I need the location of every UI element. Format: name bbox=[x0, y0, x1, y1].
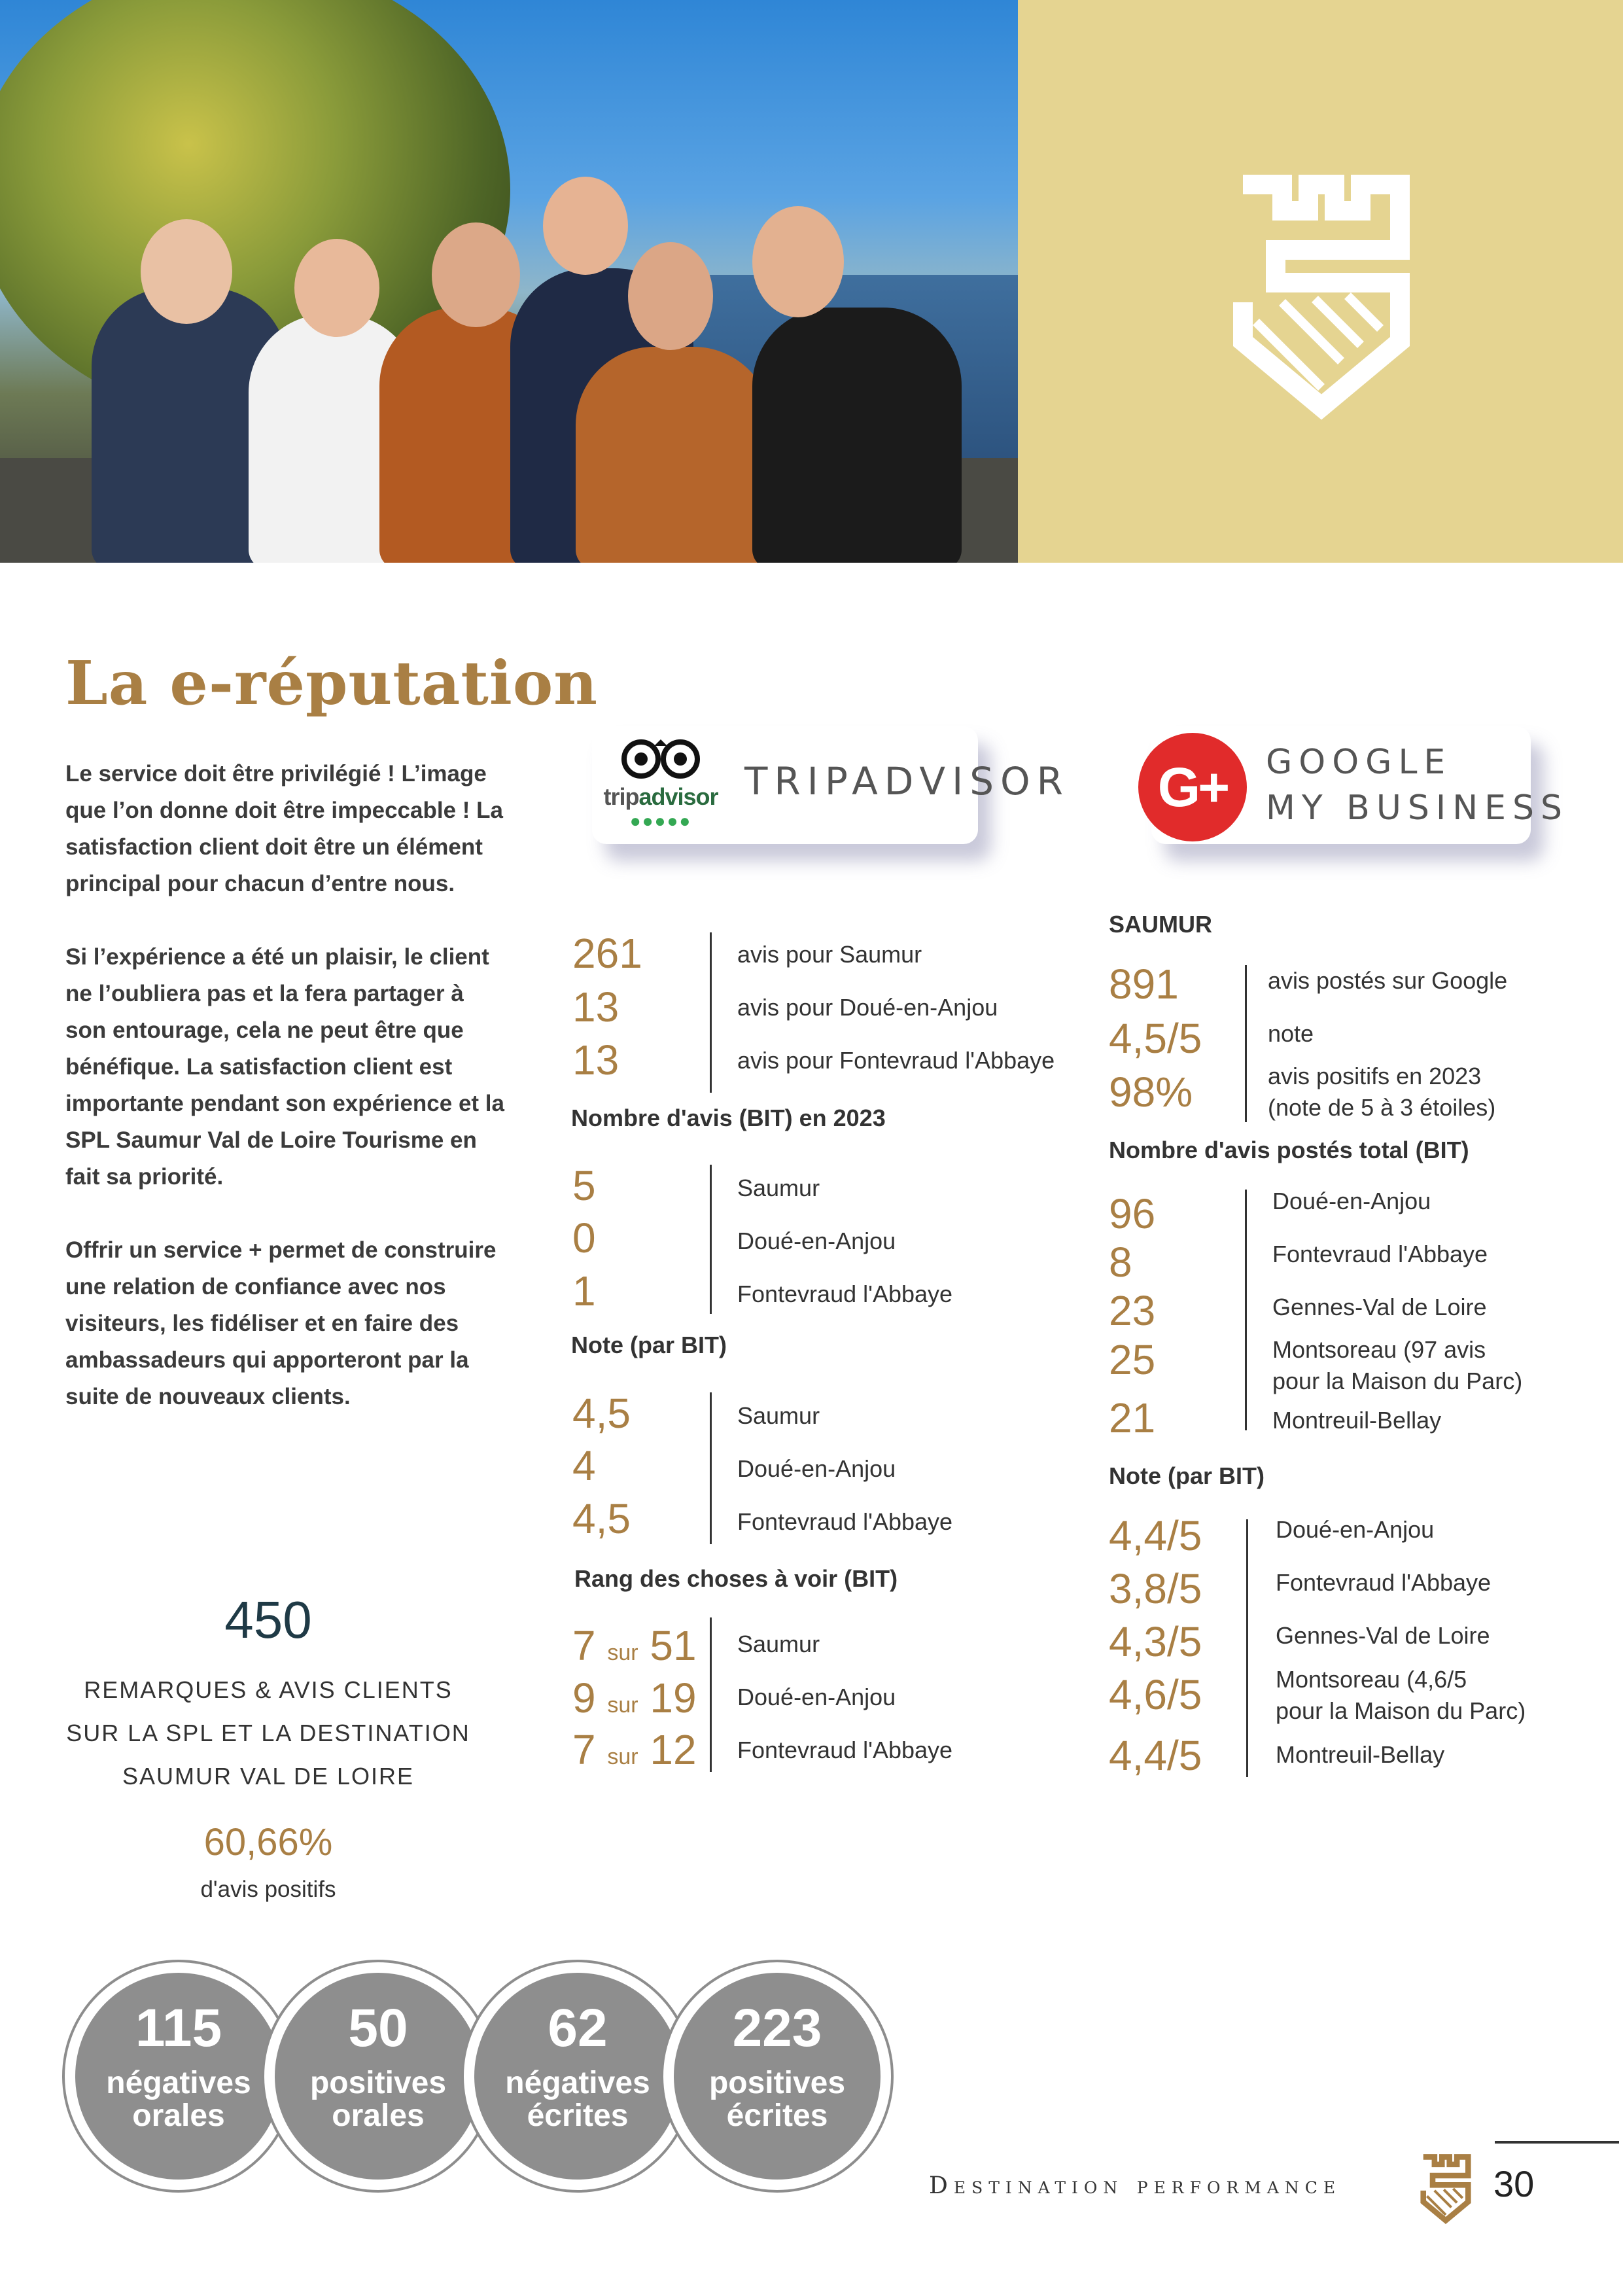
intro-paragraph-1: Le service doit être privilégié ! L’image que l’on donne doit être impeccable ! La satisfaction client doit être un élément principal pour chacun d’entre nous. bbox=[65, 761, 503, 896]
google-label-line1: GOOGLE bbox=[1266, 743, 1452, 782]
ta-ratings-doue-num: 0 bbox=[572, 1214, 596, 1262]
ta-ratings-fontevraud-num: 1 bbox=[572, 1267, 596, 1315]
castle-shield-icon bbox=[1230, 171, 1413, 420]
google-saumur-count-num: 891 bbox=[1109, 961, 1179, 1008]
page-number: 30 bbox=[1493, 2163, 1535, 2204]
ta-notes-saumur-label: Saumur bbox=[737, 1402, 820, 1429]
ta-notes-saumur-num: 4,5 bbox=[572, 1390, 631, 1437]
stat-circle-positive-written: 223 positives écrites bbox=[661, 1960, 894, 2193]
ta-rank-doue: 9 sur 19 bbox=[572, 1674, 697, 1722]
google-saumur-note-label: note bbox=[1268, 1020, 1314, 1047]
positive-percentage-label: d'avis positifs bbox=[200, 1877, 336, 1902]
google-total-montreuil-label: Montreuil-Bellay bbox=[1272, 1407, 1442, 1434]
ta-reviews-saumur-num: 261 bbox=[572, 930, 642, 977]
total-reviews: 450 bbox=[224, 1591, 312, 1649]
google-total-montsoreau-num: 25 bbox=[1109, 1336, 1156, 1383]
google-saumur-note-num: 4,5/5 bbox=[1109, 1015, 1202, 1062]
castle-shield-icon bbox=[1420, 2153, 1472, 2225]
google-total-montreuil-num: 21 bbox=[1109, 1394, 1156, 1441]
google-note-montsoreau-num: 4,6/5 bbox=[1109, 1671, 1202, 1718]
google-city-heading: SAUMUR bbox=[1109, 911, 1212, 938]
ta-notes-fontevraud-num: 4,5 bbox=[572, 1495, 631, 1542]
owl-eyes-icon bbox=[618, 738, 703, 780]
google-total-montsoreau-label: Montsoreau (97 avis pour la Maison du Parc) bbox=[1272, 1336, 1523, 1394]
ta-ratings-saumur-label: Saumur bbox=[737, 1174, 820, 1201]
ta-rank-saumur-label: Saumur bbox=[737, 1631, 820, 1657]
intro-text bbox=[65, 756, 510, 1452]
tripadvisor-logo: tripadvisor ●●●●● bbox=[602, 733, 720, 838]
google-saumur-positive-label: avis positifs en 2023 (note de 5 à 3 étoiles) bbox=[1268, 1063, 1496, 1121]
ta-rank-heading: Rang des choses à voir (BIT) bbox=[574, 1565, 898, 1592]
ta-rank-fontevraud: 7 sur 12 bbox=[572, 1726, 697, 1773]
google-note-gennes-num: 4,3/5 bbox=[1109, 1618, 1202, 1665]
tripadvisor-label: TRIPADVISOR bbox=[744, 759, 1070, 804]
google-plus-icon: G+ bbox=[1138, 733, 1247, 841]
ta-ratings-saumur-num: 5 bbox=[572, 1162, 596, 1209]
ta-reviews-heading: Nombre d'avis (BIT) en 2023 bbox=[571, 1104, 886, 1131]
google-note-doue-num: 4,4/5 bbox=[1109, 1512, 1202, 1559]
positive-percentage: 60,66% bbox=[203, 1821, 333, 1863]
google-saumur-positive-num: 98% bbox=[1109, 1069, 1193, 1116]
google-note-gennes-label: Gennes-Val de Loire bbox=[1276, 1622, 1490, 1649]
ta-ratings-doue-label: Doué-en-Anjou bbox=[737, 1227, 896, 1254]
footer-divider bbox=[1495, 2141, 1619, 2144]
ta-ratings-fontevraud-label: Fontevraud l'Abbaye bbox=[737, 1280, 953, 1307]
total-reviews-caption: REMARQUES & AVIS CLIENTS SUR LA SPL ET LA DESTINATION SAUMUR VAL DE LOIRE bbox=[66, 1676, 470, 1790]
ta-ratings-heading: Note (par BIT) bbox=[571, 1332, 727, 1358]
google-note-montreuil-label: Montreuil-Bellay bbox=[1276, 1741, 1445, 1768]
google-total-doue-num: 96 bbox=[1109, 1190, 1156, 1237]
rating-circles: ●●●●● bbox=[629, 811, 692, 831]
google-saumur-count-label: avis postés sur Google bbox=[1268, 967, 1508, 994]
google-note-fontevraud-num: 3,8/5 bbox=[1109, 1565, 1202, 1612]
page-title: La e-réputation bbox=[65, 648, 599, 718]
google-total-fontevraud-num: 8 bbox=[1109, 1239, 1132, 1286]
ta-notes-fontevraud-label: Fontevraud l'Abbaye bbox=[737, 1508, 953, 1535]
intro-paragraph-3: Offrir un service + permet de construire une relation de confiance avec nos visiteurs, les fidéliser et en faire des ambassadeurs qui apporteront par la suite de nouveaux clients. bbox=[65, 1237, 497, 1409]
stat-circle-positive-oral: 50 positives orales bbox=[262, 1960, 495, 2193]
google-total-heading: Nombre d'avis postés total (BIT) bbox=[1109, 1137, 1469, 1163]
team-photo bbox=[0, 0, 1018, 563]
ta-reviews-doue-num: 13 bbox=[572, 983, 620, 1031]
ta-reviews-doue-label: avis pour Doué-en-Anjou bbox=[737, 994, 998, 1021]
google-total-gennes-label: Gennes-Val de Loire bbox=[1272, 1294, 1487, 1320]
google-note-heading: Note (par BIT) bbox=[1109, 1462, 1265, 1489]
google-total-gennes-num: 23 bbox=[1109, 1287, 1156, 1334]
google-note-montreuil-num: 4,4/5 bbox=[1109, 1732, 1202, 1779]
stat-circle-negative-oral: 115 négatives orales bbox=[62, 1960, 295, 2193]
ta-rank-fontevraud-label: Fontevraud l'Abbaye bbox=[737, 1737, 953, 1763]
google-total-fontevraud-label: Fontevraud l'Abbaye bbox=[1272, 1241, 1488, 1267]
google-note-montsoreau-label: Montsoreau (4,6/5 pour la Maison du Parc) bbox=[1276, 1666, 1526, 1724]
ta-reviews-fontevraud-num: 13 bbox=[572, 1036, 620, 1084]
ta-notes-doue-num: 4 bbox=[572, 1442, 596, 1489]
ta-rank-doue-label: Doué-en-Anjou bbox=[737, 1684, 896, 1710]
google-note-fontevraud-label: Fontevraud l'Abbaye bbox=[1276, 1569, 1492, 1596]
ta-notes-doue-label: Doué-en-Anjou bbox=[737, 1455, 896, 1482]
ta-reviews-fontevraud-label: avis pour Fontevraud l'Abbaye bbox=[737, 1047, 1055, 1074]
google-note-doue-label: Doué-en-Anjou bbox=[1276, 1516, 1435, 1543]
stat-circle-negative-written: 62 négatives écrites bbox=[461, 1960, 694, 2193]
intro-paragraph-2: Si l’expérience a été un plaisir, le client ne l’oubliera pas et la fera partager à son entourage, cela ne peut être que bénéfique. La satisfaction client est importante pendant son expérience et la SPL Saumur Val de Loire Tourisme en fait sa priorité. bbox=[65, 944, 504, 1190]
ta-rank-saumur: 7 sur 51 bbox=[572, 1622, 697, 1669]
ta-reviews-saumur-label: avis pour Saumur bbox=[737, 941, 922, 968]
footer-caption: Destination performance bbox=[929, 2172, 1342, 2199]
google-label-line2: MY BUSINESS bbox=[1266, 788, 1569, 828]
google-total-doue-label: Doué-en-Anjou bbox=[1272, 1188, 1431, 1214]
